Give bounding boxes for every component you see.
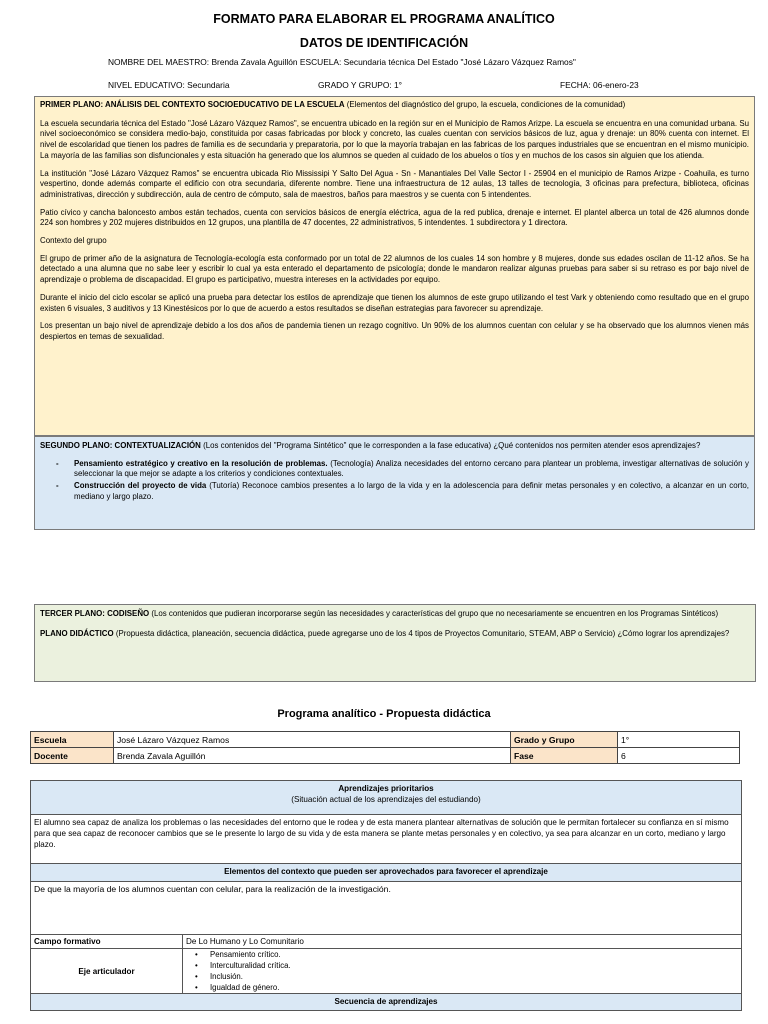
primer-plano-section <box>34 96 755 436</box>
table-row <box>31 815 742 864</box>
teacher-school-line: NOMBRE DEL MAESTRO: Brenda Zavala Aguillón ESCUELA: Secundaria técnica Del Estado "José Lázaro Vázquez Ramos" <box>108 57 576 67</box>
group-paragraph: El grupo de primer año de la asignatura de Tecnología-ecología esta conformado por un total de 22 alumnos de los cuales 14 son hombre y 8 mujeres, donde sus edades oscilan de 11-12 años. Se ha detectado a una alumna que no sabe leer y escribir lo cual ya esta enterado el departamento de psicología; donde le mandaron realizar algunas pruebas para saber si su retraso es por bajo nivel de aprendizaje o problema de discapacidad. El grupo es participativo, muestra intereses en la actividades por equipo. <box>40 253 749 285</box>
identification-table <box>30 731 740 764</box>
plano-didactico-desc: (Propuesta didáctica, planeación, secuencia didáctica, puede agregarse uno de los 4 tipos de Proyectos Comunitario, STEAM, ABP o Servicio) ¿Cómo lograr los aprendizajes? <box>113 628 730 638</box>
tercer-plano-section <box>34 604 756 682</box>
table-row <box>31 732 740 748</box>
grado-grupo: GRADO Y GRUPO: 1° <box>318 80 403 90</box>
fecha: FECHA: 06-enero-23 <box>560 80 639 90</box>
aprendizajes-header-cell <box>31 781 742 815</box>
document-subtitle: DATOS DE IDENTIFICACIÓN <box>299 36 469 50</box>
fase-value: 6 <box>618 748 740 764</box>
list-item: • Pensamiento crítico. <box>186 949 738 960</box>
facilities-paragraph: Patio cívico y cancha baloncesto ambos están techados, cuenta con servicios básicos de energía eléctrica, agua de la red publica, drenaje e internet. El plantel alberca un total de 426 alumnos donde 224 son hombres y 202 mujeres distribuidos en 12 grupos, una plantilla de 47 docentes, 22 administrativos, 5 intendentes. 1 subdirectora y 1 directora. <box>40 207 749 228</box>
plano-didactico-label: PLANO DIDÁCTICO <box>40 628 114 638</box>
grado-label: Grado y Grupo <box>511 732 618 748</box>
school-context-paragraph: La escuela secundaria técnica del Estado "José Lázaro Vázquez Ramos", se encuentra ubicado en la región sur en el Municipio de Ramos Arizpe. La escuela se encuentra en una comunidad urbana. Su nivel socioeconómico se considera medio-bajo, constituida por casas fabricadas por block y concreto, las cuales cuentan con servicios básicos de luz, agua y drenaje: un 80% cuenta con internet. El nivel de escolaridad que tienen los padres de familia es de secundaria y preparatoria, por lo que la mayoría trabajan en las fabricas de los parques industriales que se encuentran en el mismo municipio. La mayoría de las familias son disfuncionales y esta situación ha generado que los alumnos se queden al cuidado de los abuelos o tíos y en muchos de los casos sin alguien que los atienda. <box>40 118 749 160</box>
contenidos-list <box>40 459 749 503</box>
tercer-plano-desc: (Los contenidos que pudieran incorporarse según las necesidades y características del grupo que no necesariamente se encuentren en los Programas Sintéticos) <box>149 609 719 618</box>
segundo-plano-label: SEGUNDO PLANO: CONTEXTUALIZACIÓN <box>40 441 201 450</box>
escuela-value: José Lázaro Vázquez Ramos <box>114 732 511 748</box>
ejes-list <box>186 949 738 993</box>
list-item: • Inclusión. <box>186 971 738 982</box>
nivel-educativo: NIVEL EDUCATIVO: Secundaria <box>108 80 230 90</box>
segundo-plano-desc: (Los contenidos del "Programa Sintético" que le corresponden a la fase educativa) ¿Qué contenidos nos permiten atender esos aprendizajes? <box>200 441 701 450</box>
list-item: - Pensamiento estratégico y creativo en la resolución de problemas. (Tecnología) Analiza necesidades del entorno cercano para plantear un problema, investigar alternativas de solución y seleccionar la que mejor se adapte a los criterios y condiciones contextuales. <box>56 458 749 479</box>
list-item: • Igualdad de género. <box>186 982 738 993</box>
docente-value: Brenda Zavala Aguillón <box>114 748 511 764</box>
campo-label: Campo formativo <box>31 935 183 949</box>
table-row <box>31 864 742 882</box>
aprendizajes-header: Aprendizajes prioritarios <box>338 784 434 793</box>
learning-styles-paragraph: Durante el inicio del ciclo escolar se aplicó una prueba para detectar los estilos de aprendizaje que tienen los alumnos de este grupo utilizando el test Vark y obteniendo como resultado que en el grupo existen 6 visuales, 3 auditivos y 13 Kinestésicos por lo que de acuerdo a estos resultados se diseñan estrategias para favorecer su aprendizaje. <box>40 292 749 313</box>
programa-title: Programa analítico - Propuesta didáctica <box>277 708 491 720</box>
aprendizajes-table <box>30 780 742 1011</box>
table-row <box>31 949 742 994</box>
group-context-heading: Contexto del grupo <box>40 236 107 246</box>
aprendizajes-text: El alumno sea capaz de analiza los problemas o las necesidades del entorno que le rodea y de esta manera plantear alternativas de solución que le permitan fortalecer su confianza en sí mismo para que sea capaz de reconocer cambios que se le presente lo largo de su vida y de esta manera se plante metas personales y en colectivo, ya sea para alcanzar en un corto, mediano y largo plazo. <box>31 815 742 864</box>
institution-paragraph: La institución "José Lázaro Vázquez Ramos" se encuentra ubicada Rio Mississipi Y Salto Del Agua - Sn - Manantiales Del Valle Sector I - 25904 en el municipio de Ramos Arizpe - Coahuila, es turno vespertino, donde además comparte el edificio con otra secundaria, diferente nombre. Tiene una infraestructura de 12 aulas, 13 talles de tecnología, 3 oficinas para prefectura, biblioteca, oficinas administrativas, dirección y subdirección, aula de centro de cómputo, sala de maestros, baños para maestros y se cuenta con 5 intendentes. <box>40 168 749 199</box>
list-item: - Construcción del proyecto de vida (Tutoría) Reconoce cambios presentes a lo largo de la vida y en la adolescencia para definir metas personales y en colectivo, a alcanzar en un corto, mediano y largo plazo. <box>56 481 749 501</box>
list-item: • Interculturalidad crítica. <box>186 960 738 971</box>
table-row <box>31 781 742 815</box>
learning-level-paragraph: Los presentan un bajo nivel de aprendizaje debido a los dos años de pandemia tienen un rezago cognitivo. Un 90% de los alumnos cuentan con celular y se ha observado que los alumnos vienen más despiertos en temas de sexualidad. <box>40 321 749 341</box>
escuela-label: Escuela <box>31 732 114 748</box>
table-row <box>31 882 742 935</box>
contexto-header: Elementos del contexto que pueden ser aprovechados para favorecer el aprendizaje <box>31 864 742 882</box>
primer-plano-label: PRIMER PLANO: ANÁLISIS DEL CONTEXTO SOCIOEDUCATIVO DE LA ESCUELA <box>40 100 345 109</box>
table-row <box>31 748 740 764</box>
document-title: FORMATO PARA ELABORAR EL PROGRAMA ANALÍTICO <box>213 12 555 26</box>
table-row <box>31 994 742 1011</box>
aprendizajes-subheader: (Situación actual de los aprendizajes del estudiando) <box>291 795 481 804</box>
eje-cell <box>183 949 742 994</box>
eje-label: Eje articulador <box>31 949 183 994</box>
tercer-plano-label: TERCER PLANO: CODISEÑO <box>40 609 150 618</box>
secuencia-header: Secuencia de aprendizajes <box>31 994 742 1011</box>
segundo-plano-section <box>34 436 755 530</box>
campo-value: De Lo Humano y Lo Comunitario <box>183 935 742 949</box>
primer-plano-desc: (Elementos del diagnóstico del grupo, la escuela, condiciones de la comunidad) <box>344 100 626 109</box>
docente-label: Docente <box>31 748 114 764</box>
fase-label: Fase <box>511 748 618 764</box>
table-row <box>31 935 742 949</box>
grado-value: 1° <box>618 732 740 748</box>
contexto-text: De que la mayoría de los alumnos cuentan con celular, para la realización de la investigación. <box>31 882 742 935</box>
